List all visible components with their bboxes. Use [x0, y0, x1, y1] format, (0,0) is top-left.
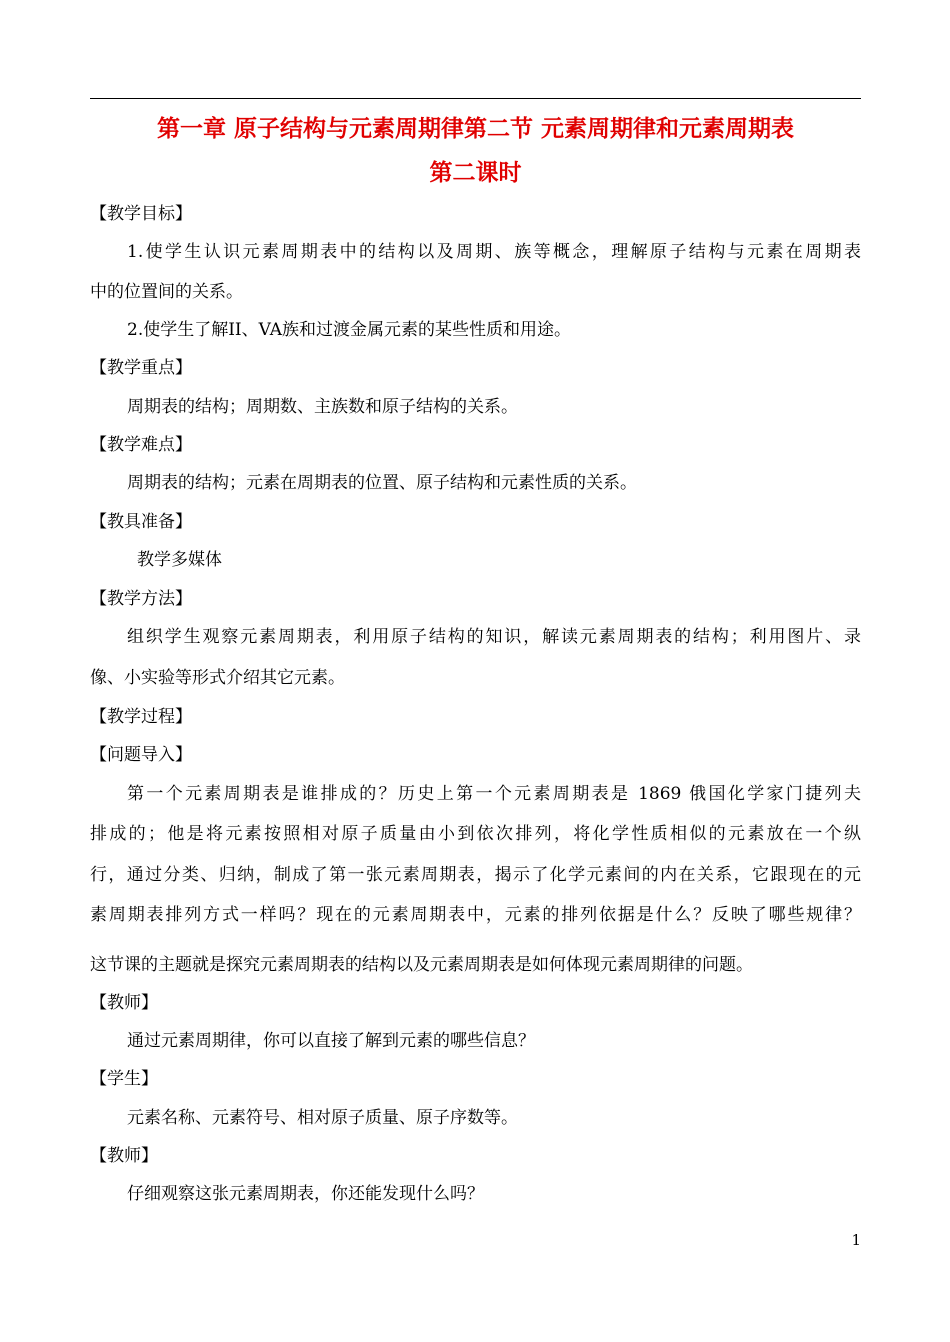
section-heading-process: 【教学过程】	[90, 707, 192, 727]
paragraph-line: 像、小实验等形式介绍其它元素。	[90, 668, 345, 688]
paragraph-line: 元素名称、元素符号、相对原子质量、原子序数等。	[127, 1108, 518, 1128]
paragraph-line: 通过元素周期律，你可以直接了解到元素的哪些信息？	[127, 1031, 535, 1051]
document-subtitle: 第二课时	[429, 159, 522, 186]
document-title: 第一章 原子结构与元素周期律第二节 元素周期律和元素周期表	[156, 115, 794, 142]
section-heading-key-points: 【教学重点】	[90, 358, 192, 378]
paragraph-line: 排成的；他是将元素按照相对原子质量由小到依次排列，将化学性质相似的元素放在一个纵	[90, 824, 861, 844]
section-heading-methods: 【教学方法】	[90, 589, 192, 609]
paragraph-line: 1.使学生认识元素周期表中的结构以及周期、族等概念，理解原子结构与元素在周期表	[127, 242, 861, 262]
paragraph-line: 周期表的结构；周期数、主族数和原子结构的关系。	[127, 397, 518, 417]
paragraph-line: 仔细观察这张元素周期表，你还能发现什么吗？	[127, 1184, 484, 1204]
page-number: 1	[851, 1231, 861, 1249]
paragraph-line: 中的位置间的关系。	[90, 282, 243, 302]
speaker-label-student: 【学生】	[90, 1069, 158, 1089]
section-heading-materials: 【教具准备】	[90, 512, 192, 532]
paragraph-line: 第一个元素周期表是谁排成的？历史上第一个元素周期表是 1869 俄国化学家门捷列夫	[127, 784, 861, 804]
paragraph-line: 2.使学生了解II、VA族和过渡金属元素的某些性质和用途。	[127, 320, 572, 340]
speaker-label-teacher: 【教师】	[90, 1146, 158, 1166]
section-heading-difficulties: 【教学难点】	[90, 435, 192, 455]
paragraph-line: 素周期表排列方式一样吗？现在的元素周期表中，元素的排列依据是什么？反映了哪些规律？	[90, 905, 861, 925]
paragraph-line: 组织学生观察元素周期表，利用原子结构的知识，解读元素周期表的结构；利用图片、录	[127, 627, 861, 647]
paragraph-line: 教学多媒体	[137, 550, 222, 570]
header-rule	[90, 98, 861, 99]
speaker-label-teacher: 【教师】	[90, 993, 158, 1013]
section-heading-objectives: 【教学目标】	[90, 204, 192, 224]
paragraph-line: 周期表的结构；元素在周期表的位置、原子结构和元素性质的关系。	[127, 473, 637, 493]
paragraph-line: 行，通过分类、归纳，制成了第一张元素周期表，揭示了化学元素间的内在关系，它跟现在的元	[90, 865, 861, 885]
section-heading-intro: 【问题导入】	[90, 745, 192, 765]
paragraph-line: 这节课的主题就是探究元素周期表的结构以及元素周期表是如何体现元素周期律的问题。	[90, 955, 753, 975]
